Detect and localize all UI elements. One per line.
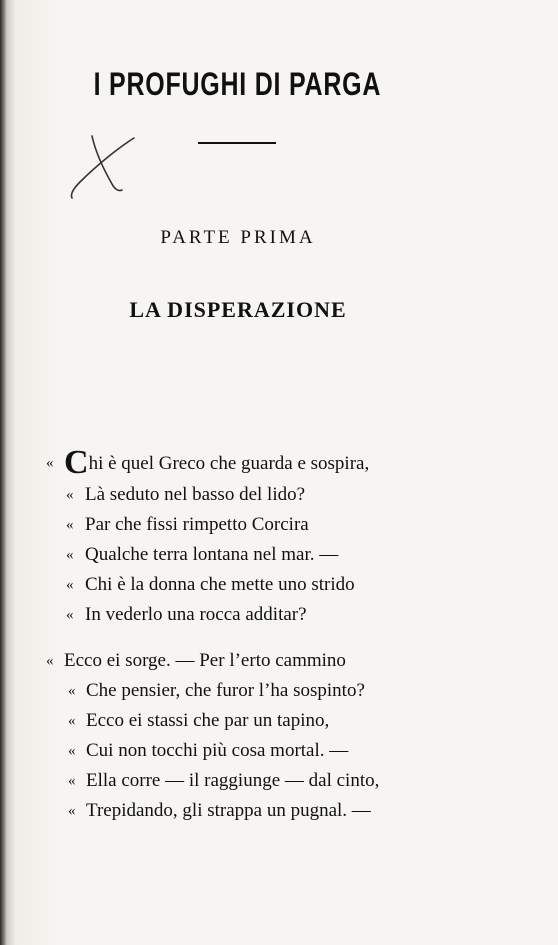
quote-mark: « [66, 547, 74, 563]
quote-mark: « [66, 577, 74, 593]
drop-cap: C [64, 444, 89, 481]
quote-mark: « [46, 455, 54, 471]
quote-mark: « [46, 653, 54, 669]
verse-text: Trepidando, gli strappa un pugnal. — [86, 800, 371, 821]
verse-text: Ecco ei sorge. — Per l’erto cammino [64, 650, 346, 671]
verse-first-text: hi è quel Greco che guarda e sospira, [88, 453, 370, 474]
quote-mark: « [66, 487, 74, 503]
quote-mark: « [68, 773, 76, 789]
quote-mark: « [66, 607, 74, 623]
quote-mark: « [68, 803, 76, 819]
verse-text: Par che fissi rimpetto Corcira [85, 514, 309, 535]
verse-text: Qualche terra lontana nel mar. — [85, 544, 339, 565]
quote-mark: « [68, 743, 76, 759]
pencil-x-mark [66, 132, 138, 202]
verse-text: Ella corre — il raggiunge — dal cinto, [86, 770, 380, 791]
verse-text: Là seduto nel basso del lido? [85, 484, 306, 505]
verse-text: Cui non tocchi più cosa mortal. — [86, 740, 349, 761]
part-heading: PARTE PRIMA [160, 227, 316, 248]
quote-mark: « [68, 713, 76, 729]
verse-text: Chi è la donna che mette uno strido [85, 574, 355, 595]
verse-text: Ecco ei stassi che par un tapino, [86, 710, 330, 731]
verse-text: Che pensier, che furor l’ha sospinto? [86, 680, 365, 701]
verse-text: In vederlo una rocca additar? [85, 604, 307, 625]
page-title: I PROFUGHI DI PARGA [93, 66, 382, 102]
quote-mark: « [66, 517, 74, 533]
section-heading: LA DISPERAZIONE [129, 297, 347, 322]
quote-mark: « [68, 683, 76, 699]
title-rule [198, 142, 276, 144]
verse-text [64, 444, 370, 481]
